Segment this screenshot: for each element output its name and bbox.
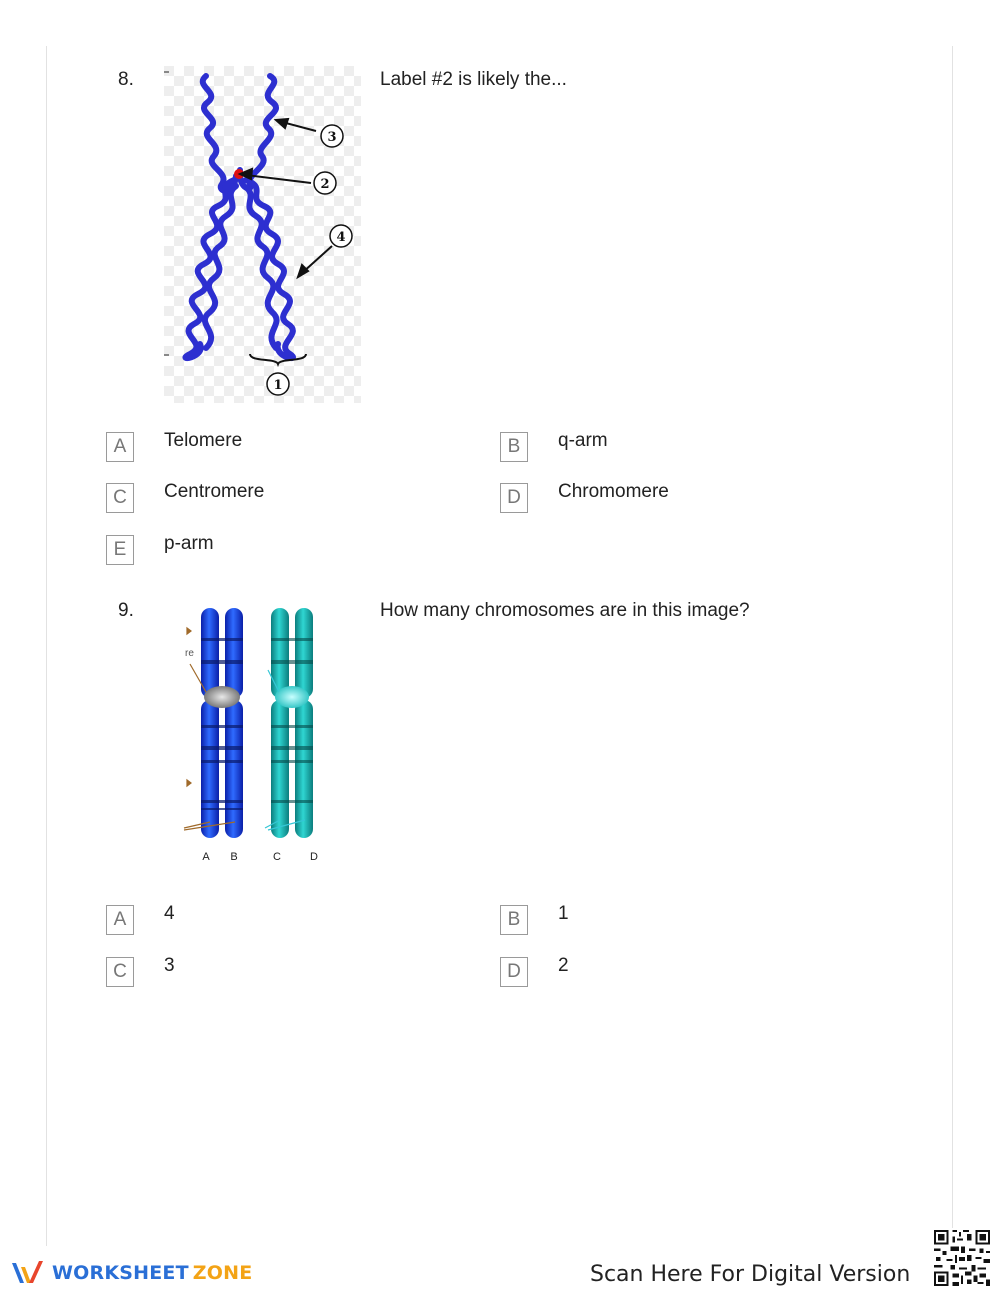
option-letter-box[interactable]: A [106, 432, 134, 462]
option-letter-box[interactable]: C [106, 483, 134, 513]
q8-option-a[interactable] [106, 430, 243, 462]
question-8-prompt: Label #2 is likely the... [380, 69, 567, 90]
option-text: p-arm [164, 533, 214, 554]
chromosome-cyan [271, 608, 313, 838]
chromosome-diagram-q8 [164, 66, 361, 403]
question-9-prompt: How many chromosomes are in this image? [380, 600, 750, 621]
question-9-number: 9. [118, 600, 134, 621]
q9-option-b[interactable] [500, 903, 569, 935]
q8-option-d[interactable] [500, 481, 669, 513]
option-letter-box[interactable]: B [500, 905, 528, 935]
option-text: Chromomere [558, 481, 669, 502]
chromosome-diagram-q9 [180, 600, 340, 870]
figure-label-2: 2 [320, 177, 330, 192]
figure-label-4: 4 [336, 230, 346, 245]
figure-label-b: B [230, 851, 238, 863]
logo-word-1: WORKSHEET [52, 1262, 189, 1284]
logo-word-2: ZONE [192, 1262, 253, 1284]
option-letter-box[interactable]: C [106, 957, 134, 987]
option-letter-box[interactable]: B [500, 432, 528, 462]
qr-code-icon[interactable] [932, 1228, 992, 1288]
option-letter-box[interactable]: A [106, 905, 134, 935]
q8-option-c[interactable] [106, 481, 265, 513]
option-text: 1 [558, 903, 569, 924]
figure-label-3: 3 [327, 130, 337, 145]
option-text: 2 [558, 955, 569, 976]
option-text: Centromere [164, 481, 265, 502]
q9-option-c[interactable] [106, 955, 175, 987]
option-text: q-arm [558, 430, 608, 451]
figure-label-d: D [310, 851, 318, 863]
option-letter-box[interactable]: D [500, 483, 528, 513]
figure-label-a: A [202, 851, 210, 863]
page-border-right [952, 46, 953, 1246]
figure-label-1: 1 [273, 378, 283, 393]
figure-label-c: C [273, 851, 281, 863]
chromosome-blue [201, 608, 243, 838]
scan-caption: Scan Here For Digital Version [590, 1262, 911, 1287]
figure-label-partial: re [185, 648, 194, 659]
option-letter-box[interactable]: E [106, 535, 134, 565]
q8-option-b[interactable] [500, 430, 608, 462]
worksheetzone-logo-icon [10, 1259, 46, 1287]
option-letter-box[interactable]: D [500, 957, 528, 987]
q8-option-e[interactable] [106, 533, 214, 565]
option-text: Telomere [164, 430, 243, 451]
option-text: 4 [164, 903, 175, 924]
worksheetzone-logo[interactable] [10, 1259, 252, 1287]
q9-option-a[interactable] [106, 903, 175, 935]
q9-option-d[interactable] [500, 955, 569, 987]
option-text: 3 [164, 955, 175, 976]
page-border-left [46, 46, 47, 1246]
question-8-number: 8. [118, 69, 134, 90]
